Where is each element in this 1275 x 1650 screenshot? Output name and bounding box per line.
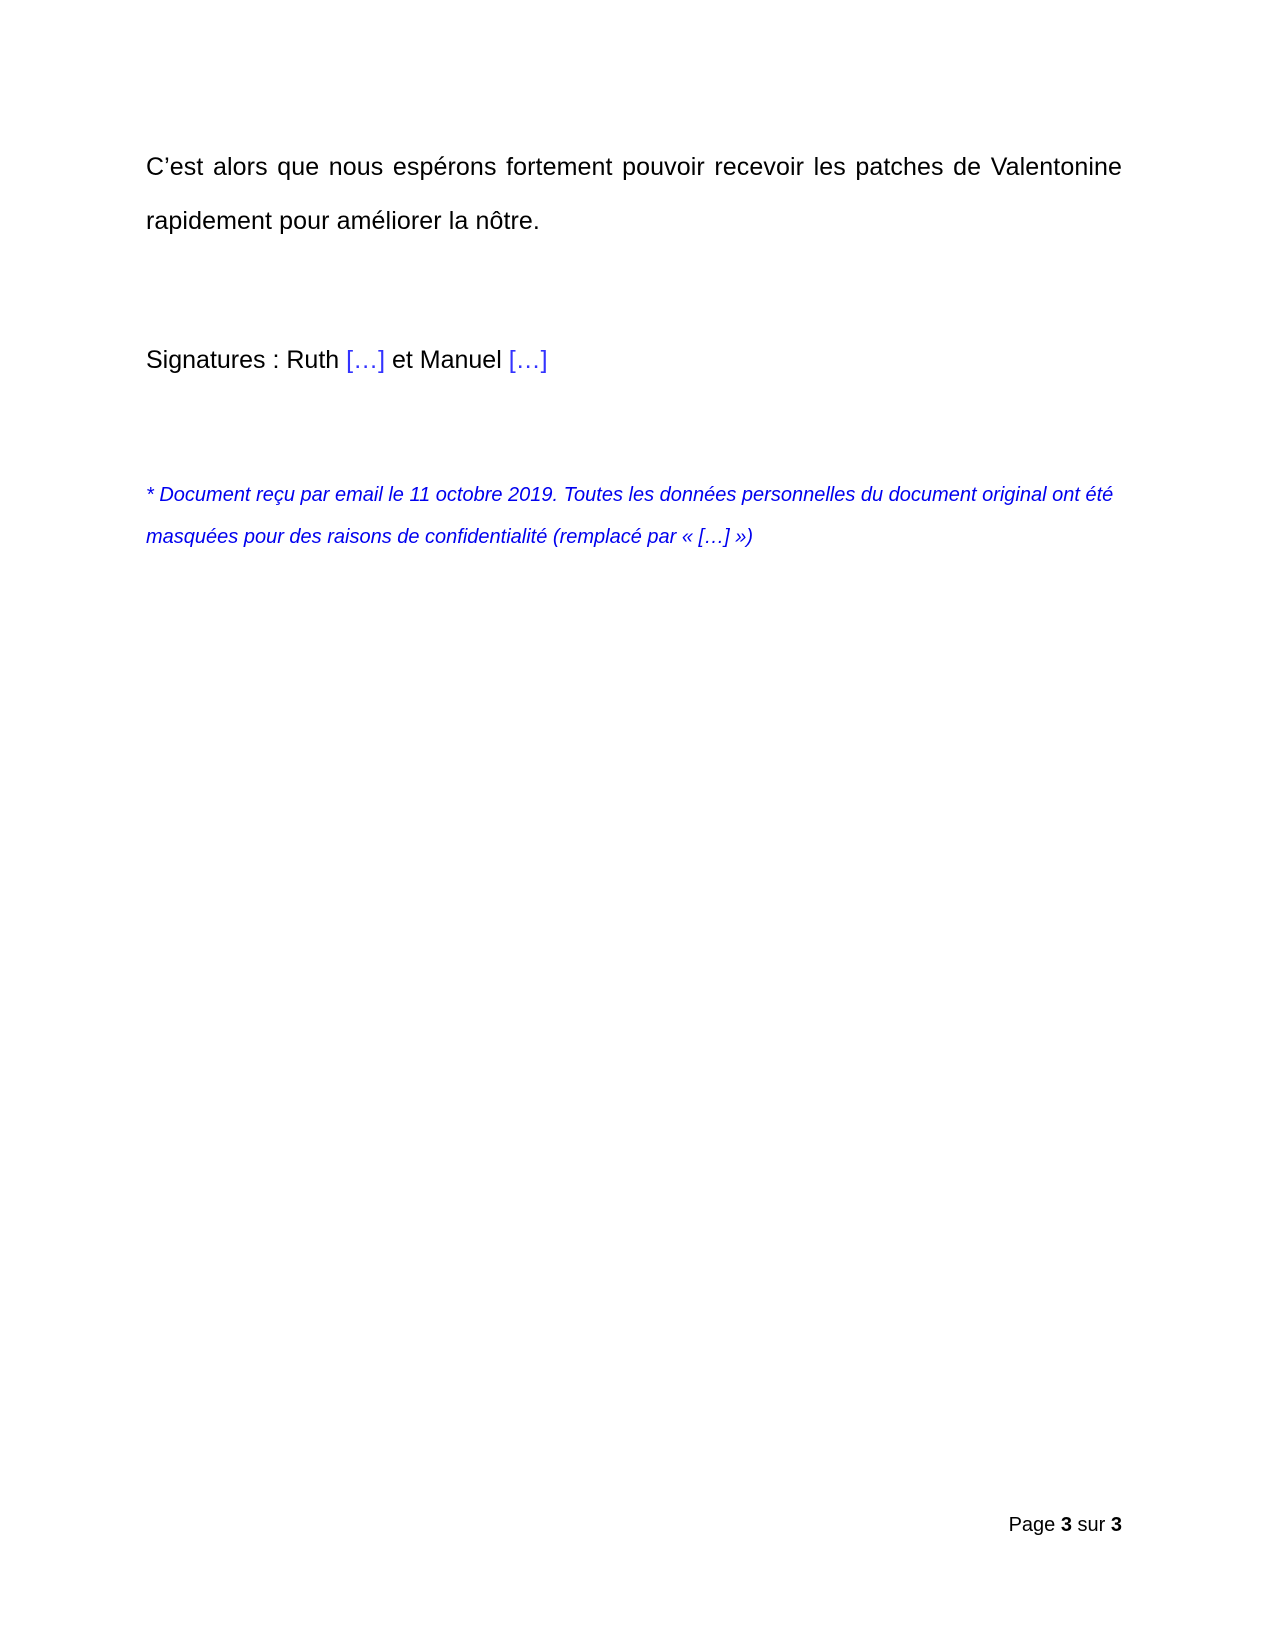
signatures-middle: et Manuel [385, 346, 509, 374]
confidentiality-footnote: * Document reçu par email le 11 octobre 2019. Toutes les données personnelles du document original ont été masquées pour des raisons de confidentialité (remplacé par « […] ») [146, 484, 1114, 548]
redaction-marker-ruth: […] [346, 346, 386, 374]
body-paragraph: C’est alors que nous espérons fortement pouvoir recevoir les patches de Valentonine rapidement pour améliorer la nôtre. [146, 153, 1122, 235]
page-label: Page [1008, 1514, 1061, 1536]
signatures-line [146, 333, 1122, 387]
page-separator: sur [1071, 1514, 1111, 1536]
redaction-marker-manuel: […] [508, 346, 548, 374]
page-number [1009, 1510, 1122, 1540]
total-pages-number: 3 [1110, 1514, 1122, 1536]
signatures-prefix: Signatures : Ruth [146, 346, 347, 374]
current-page-number: 3 [1060, 1514, 1072, 1536]
